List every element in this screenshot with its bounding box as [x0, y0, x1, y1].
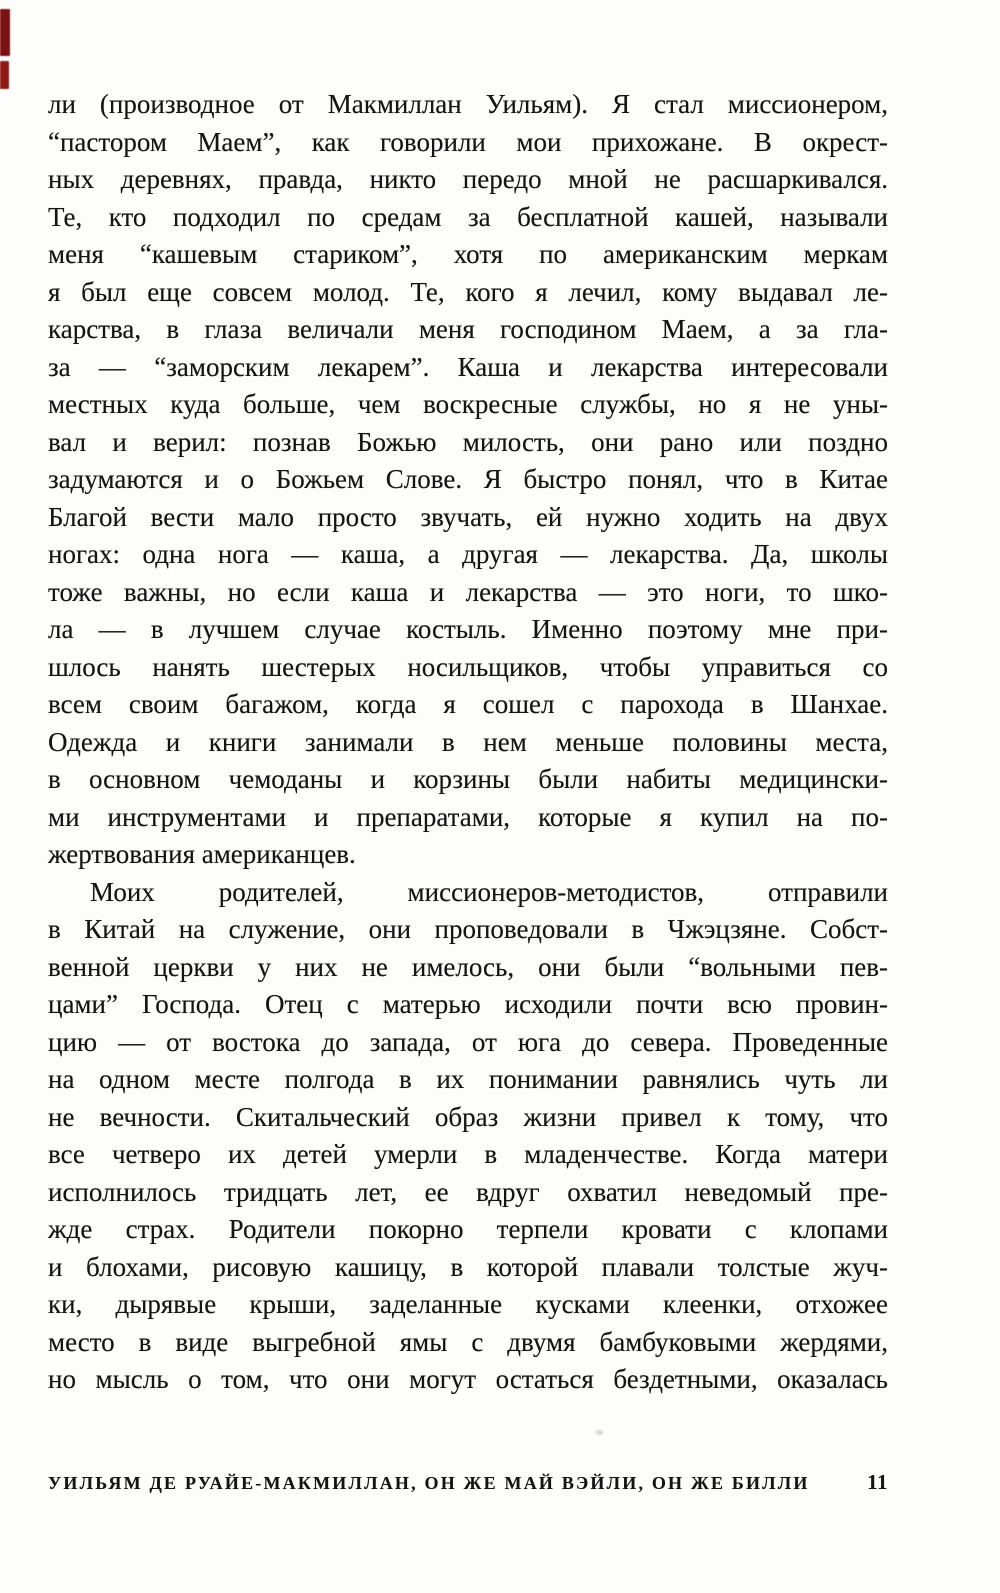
page-number: 11: [867, 1470, 888, 1494]
text-line: всем своим багажом, когда я сошел с парохода в Шанхае.: [48, 689, 888, 719]
text-line: ла — в лучшем случае костыль. Именно поэтому мне при-: [48, 614, 888, 644]
text-line: карства, в глаза величали меня господином Маем, а за гла-: [48, 314, 888, 344]
text-line: “пастором Маем”, как говорили мои прихожане. В окрест-: [48, 126, 888, 157]
text-line: все четверо их детей умерли в младенчестве. Когда матери: [48, 1139, 888, 1169]
running-title: УИЛЬЯМ ДЕ РУАЙЕ-МАКМИЛЛАН, ОН ЖЕ МАЙ ВЭЙЛИ, ОН ЖЕ БИЛЛИ: [48, 1473, 810, 1493]
text-line: тоже важны, но если каша и лекарства — это ноги, то шко-: [48, 576, 888, 607]
text-line: задумаются и о Божьем Слове. Я быстро понял, что в Китае: [48, 464, 888, 494]
text-line: ногах: одна нога — каша, а другая — лекарства. Да, школы: [48, 539, 888, 569]
text-line: Благой вести мало просто звучать, ей нужно ходить на двух: [48, 501, 888, 532]
text-line: Те, кто подходил по средам за бесплатной кашей, называли: [48, 201, 888, 232]
text-line: ли (производное от Макмиллан Уильям). Я стал миссионером,: [48, 89, 888, 119]
text-line: но мысль о том, что они могут остаться бездетными, оказалась: [48, 1364, 888, 1394]
page-footer: [48, 1470, 888, 1495]
text-line: вал и верил: познав Божью милость, они рано или поздно: [48, 426, 888, 457]
text-line: венной церкви у них не имелось, они были “вольными пев-: [48, 951, 888, 982]
text-line: меня “кашевым стариком”, хотя по американским меркам: [48, 239, 888, 269]
text-line: и блохами, рисовую кашицу, в которой плавали толстые жуч-: [48, 1251, 888, 1282]
text-line: ных деревнях, правда, никто передо мной не расшаркивался.: [48, 164, 888, 194]
text-line: исполнилось тридцать лет, ее вдруг охватил неведомый пре-: [48, 1176, 888, 1207]
text-line: за — “заморским лекарем”. Каша и лекарства интересовали: [48, 351, 888, 382]
text-line: ки, дырявые крыши, заделанные кусками клеенки, отхожее: [48, 1289, 888, 1319]
text-line: шлось нанять шестерых носильщиков, чтобы управиться со: [48, 651, 888, 682]
text-line: на одном месте полгода в их понимании равнялись чуть ли: [48, 1064, 888, 1094]
text-line: ми инструментами и препаратами, которые я купил на по-: [48, 801, 888, 832]
text-line: в основном чемоданы и корзины были набиты медицински-: [48, 764, 888, 794]
text-line: жертвования американцев.: [48, 839, 356, 869]
text-line: цию — от востока до запада, от юга до севера. Проведенные: [48, 1026, 888, 1057]
scan-speck-artifact: [596, 1430, 603, 1435]
text-line: Моих родителей, миссионеров-методистов, отправили: [90, 876, 888, 907]
text-line: жде страх. Родители покорно терпели кровати с клопами: [48, 1214, 888, 1244]
text-line: место в виде выгребной ямы с двумя бамбуковыми жердями,: [48, 1326, 888, 1357]
text-line: не вечности. Скитальческий образ жизни привел к тому, что: [48, 1101, 888, 1132]
text-line: я был еще совсем молод. Те, кого я лечил, кому выдавал ле-: [48, 276, 888, 307]
scan-red-edge-artifact: [0, 9, 10, 56]
scan-red-edge-artifact: [0, 61, 9, 89]
text-line: местных куда больше, чем воскресные службы, но я не уны-: [48, 389, 888, 419]
text-line: цами” Господа. Отец с матерью исходили почти всю провин-: [48, 989, 888, 1019]
text-line: Одежда и книги занимали в нем меньше половины места,: [48, 726, 888, 757]
text-line: в Китай на служение, они проповедовали в Чжэцзяне. Собст-: [48, 914, 888, 944]
body-text-block: [48, 86, 888, 1399]
